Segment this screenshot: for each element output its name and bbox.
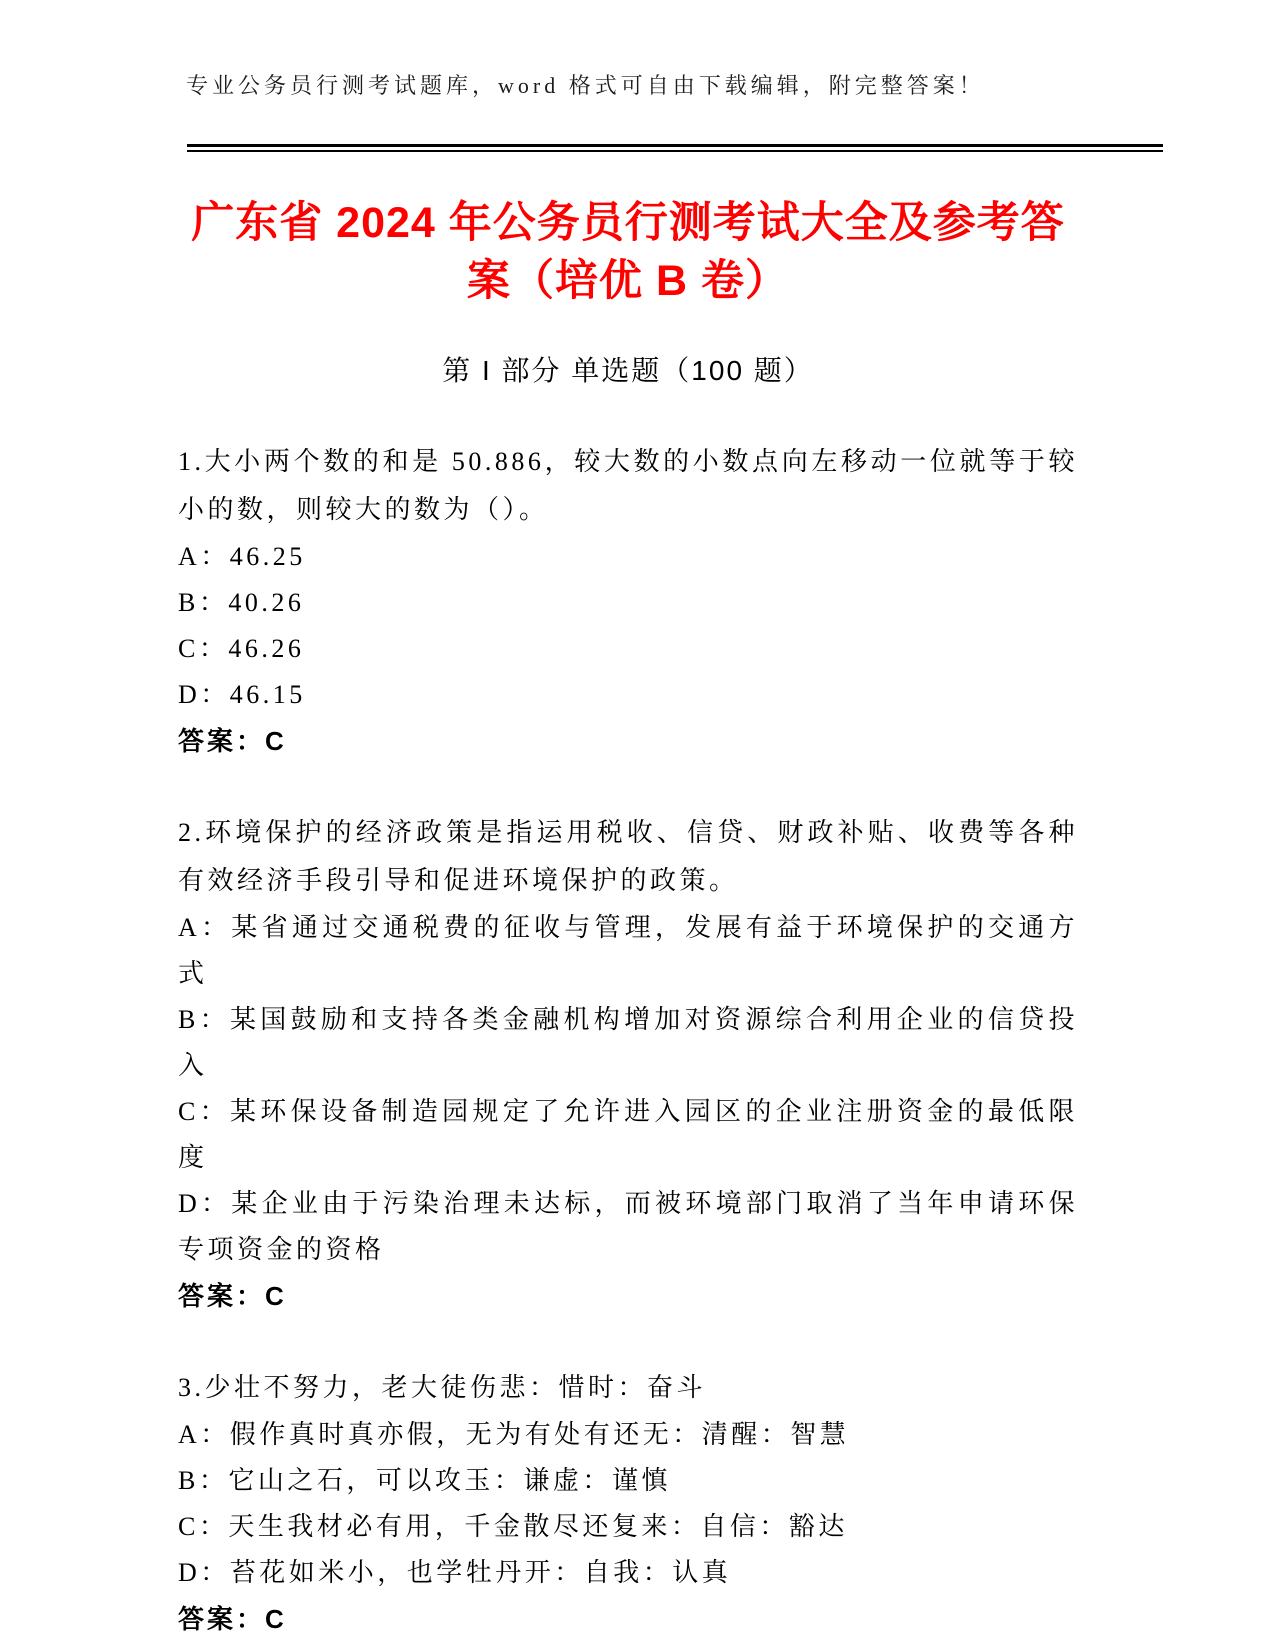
option-group <box>178 534 1078 718</box>
option-line: C：某环保设备制造园规定了允许进入园区的企业注册资金的最低限度 <box>178 1097 1078 1172</box>
answer-line: 答案：C <box>178 726 287 756</box>
question-list <box>178 438 1078 1642</box>
option-line: C：46.26 <box>178 634 305 663</box>
question-text: 1.大小两个数的和是 50.886，较大数的小数点向左移动一位就等于较小的数，则较大的数为（）。 <box>178 447 1078 524</box>
option-line: B：40.26 <box>178 588 305 617</box>
option-line: A：假作真时真亦假，无为有处有还无：清醒：智慧 <box>178 1420 850 1449</box>
answer-line: 答案：C <box>178 1281 287 1311</box>
option-group <box>178 905 1078 1273</box>
question-text: 2.环境保护的经济政策是指运用税收、信贷、财政补贴、收费等各种有效经济手段引导和促进环境保护的政策。 <box>178 818 1078 895</box>
header-rule-divider <box>187 144 1163 152</box>
question-block <box>178 438 1078 764</box>
option-line: D：46.15 <box>178 680 306 709</box>
question-block <box>178 809 1078 1319</box>
option-line: B：它山之石，可以攻玉：谦虚：谨慎 <box>178 1466 671 1495</box>
answer-line: 答案：C <box>178 1604 287 1634</box>
question-block <box>178 1364 1078 1642</box>
option-line: A：46.25 <box>178 542 306 571</box>
header-note: 专业公务员行测考试题库，word 格式可自由下载编辑，附完整答案！ <box>186 73 985 98</box>
option-line: B：某国鼓励和支持各类金融机构增加对资源综合利用企业的信贷投入 <box>178 1005 1078 1080</box>
document-title: 广东省 2024 年公务员行测考试大全及参考答案（培优 B 卷） <box>191 199 1065 305</box>
option-group <box>178 1412 1078 1596</box>
option-line: A：某省通过交通税费的征收与管理，发展有益于环境保护的交通方式 <box>178 913 1078 988</box>
option-line: D：苔花如米小，也学牡丹开：自我：认真 <box>178 1558 732 1587</box>
option-line: D：某企业由于污染治理未达标，而被环境部门取消了当年申请环保专项资金的资格 <box>178 1189 1078 1264</box>
section-heading: 第 I 部分 单选题（100 题） <box>442 355 814 386</box>
question-text: 3.少壮不努力，老大徒伤悲：惜时：奋斗 <box>178 1373 707 1402</box>
option-line: C：天生我材必有用，千金散尽还复来：自信：豁达 <box>178 1512 848 1541</box>
